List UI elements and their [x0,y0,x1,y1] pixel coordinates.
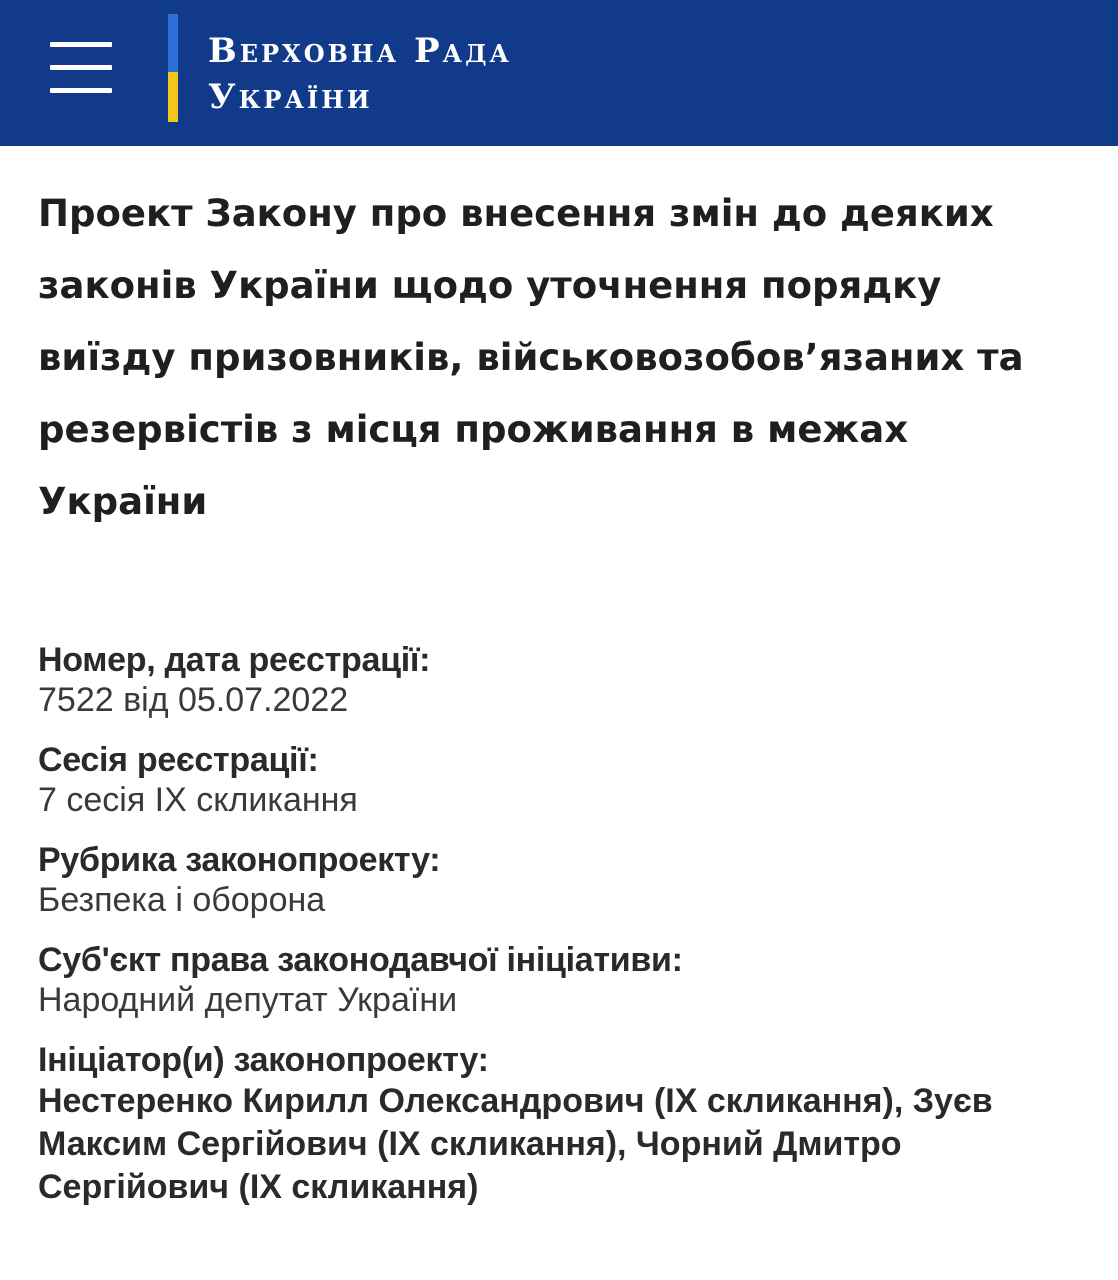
field-label: Номер, дата реєстрації: [38,641,431,679]
hamburger-menu-icon[interactable] [50,40,112,96]
field-label: Рубрика законопроекту: [38,841,441,879]
field-value: Народний депутат України [38,981,458,1019]
field-registration [38,640,1088,720]
site-header [0,0,1118,146]
field-category [38,840,1088,920]
bill-details [38,640,1088,1229]
field-session [38,740,1088,820]
field-value: Безпека і оборона [38,881,326,919]
field-label: Суб'єкт права законодавчої ініціативи: [38,941,683,979]
logo-line-1: Верховна Рада [208,31,512,71]
field-subject [38,940,1088,1020]
logo-line-2: України [208,77,373,117]
field-value: 7 сесія IX скликання [38,781,358,819]
flag-stripe [168,14,178,122]
field-label: Ініціатор(и) законопроекту: [38,1041,489,1079]
field-value: 7522 від 05.07.2022 [38,681,349,719]
field-initiators [38,1040,1088,1209]
site-logo[interactable] [208,28,512,120]
field-label: Сесія реєстрації: [38,741,319,779]
bill-title: Проект Закону про внесення змін до деяких законів України щодо уточнення порядку виїзду призовників, військовозобов’язаних та резервістів з місця проживання в межах України [38,192,1024,523]
initiators-list[interactable]: Нестеренко Кирилл Олександрович (IX скликання), Зуєв Максим Сергійович (IX скликання), Чорний Дмитро Сергійович (IX скликання) [38,1082,993,1206]
